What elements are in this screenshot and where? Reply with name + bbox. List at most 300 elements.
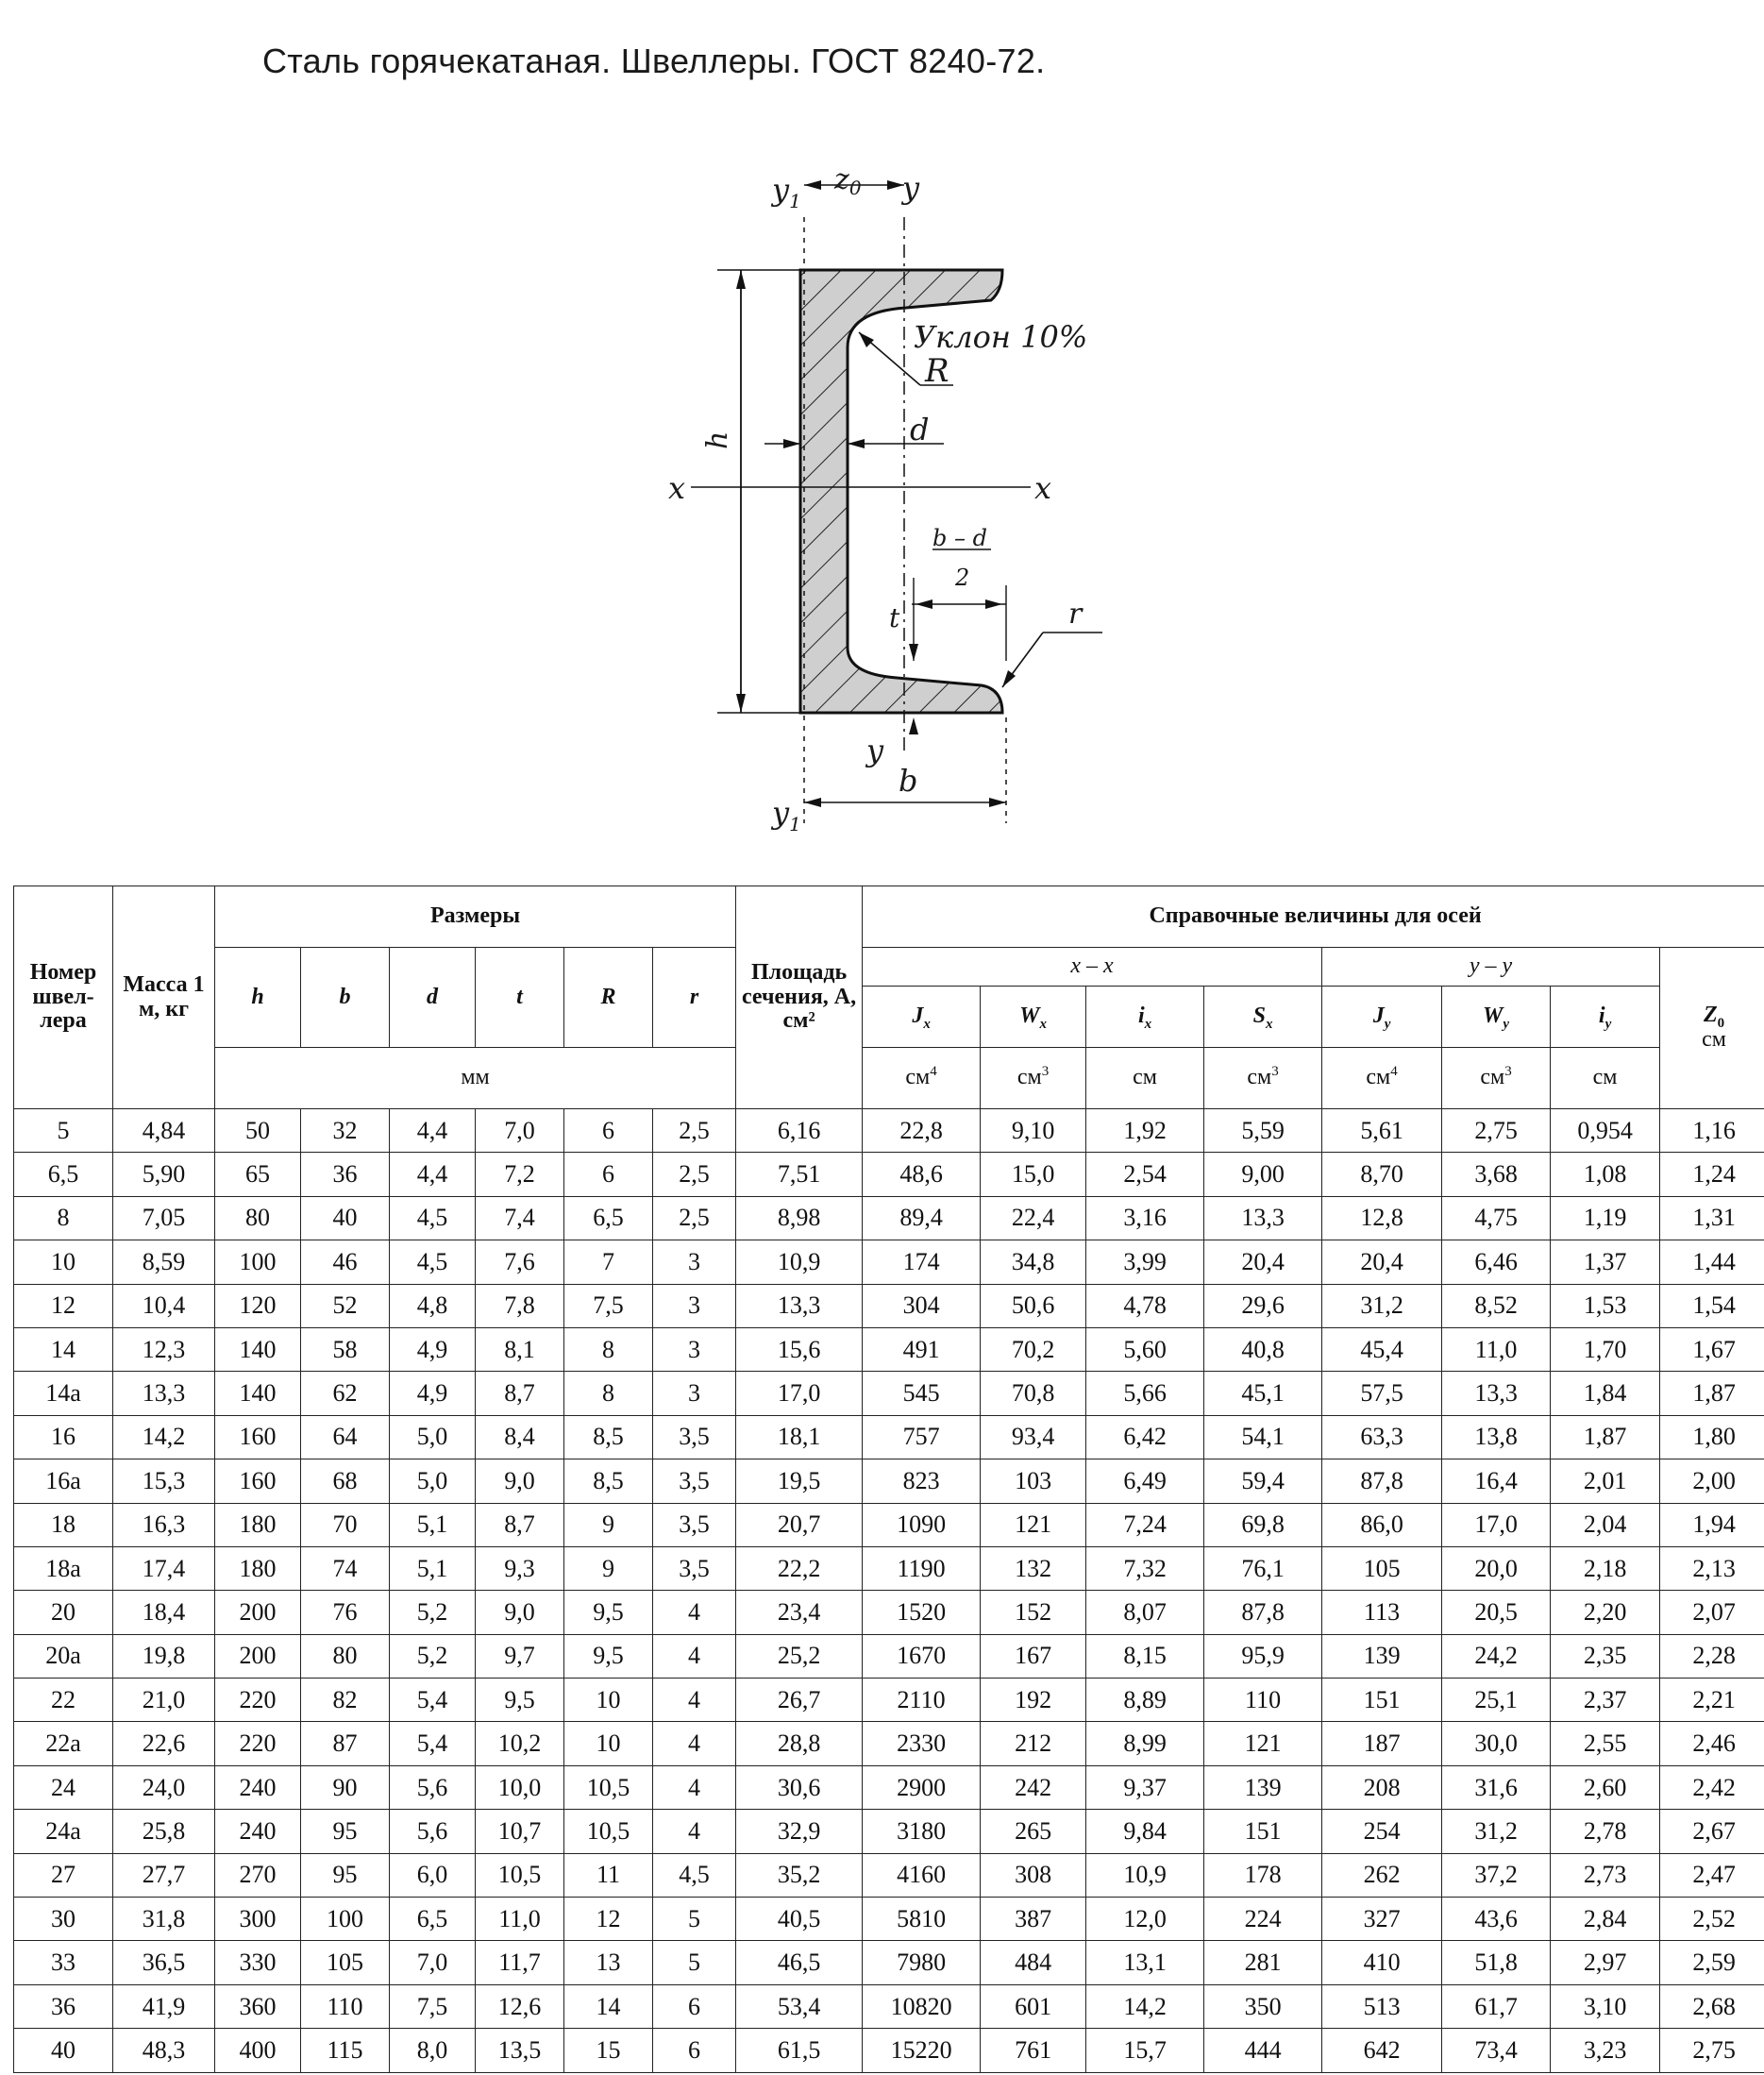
header-number: Номер швел-лера — [14, 886, 113, 1109]
table-cell: 2,67 — [1660, 1810, 1764, 1853]
table-row — [14, 1327, 1764, 1371]
table-cell: 8,4 — [476, 1415, 564, 1459]
table-cell: 86,0 — [1322, 1503, 1442, 1546]
table-cell: 5,2 — [390, 1591, 476, 1634]
table-cell: 32 — [301, 1109, 390, 1153]
table-cell: 160 — [215, 1415, 301, 1459]
table-cell: 48,6 — [863, 1153, 981, 1196]
table-cell: 63,3 — [1322, 1415, 1442, 1459]
label-b: b — [899, 763, 918, 799]
table-cell: 6,16 — [736, 1109, 863, 1153]
table-cell: 103 — [981, 1459, 1086, 1503]
table-cell: 7980 — [863, 1941, 981, 1984]
table-cell: 5,60 — [1086, 1327, 1204, 1371]
table-cell: 5810 — [863, 1898, 981, 1941]
table-cell: 8 — [564, 1372, 653, 1415]
table-cell: 29,6 — [1204, 1284, 1322, 1327]
table-cell: 3,10 — [1551, 1984, 1660, 2028]
table-cell: 1,87 — [1660, 1372, 1764, 1415]
table-cell: 2,00 — [1660, 1459, 1764, 1503]
table-cell: 25,8 — [113, 1810, 215, 1853]
table-cell: 140 — [215, 1327, 301, 1371]
table-cell: 59,4 — [1204, 1459, 1322, 1503]
table-cell: 10,9 — [1086, 1853, 1204, 1897]
table-cell: 6,46 — [1442, 1240, 1551, 1284]
table-cell: 20,0 — [1442, 1546, 1551, 1590]
table-row — [14, 1196, 1764, 1240]
table-cell: 7,32 — [1086, 1546, 1204, 1590]
table-cell: 22а — [14, 1722, 113, 1765]
table-cell: 167 — [981, 1634, 1086, 1678]
table-cell: 7,51 — [736, 1153, 863, 1196]
table-cell: 37,2 — [1442, 1853, 1551, 1897]
table-cell: 70 — [301, 1503, 390, 1546]
table-cell: 9,0 — [476, 1459, 564, 1503]
table-cell: 5,0 — [390, 1415, 476, 1459]
table-cell: 8,07 — [1086, 1591, 1204, 1634]
table-cell: 19,8 — [113, 1634, 215, 1678]
table-body — [14, 1109, 1764, 2073]
table-cell: 224 — [1204, 1898, 1322, 1941]
table-cell: 4,5 — [390, 1196, 476, 1240]
table-row — [14, 1765, 1764, 1809]
table-cell: 10,5 — [476, 1853, 564, 1897]
table-cell: 132 — [981, 1546, 1086, 1590]
header-axis-yy: y – y — [1322, 948, 1660, 987]
table-cell: 30,6 — [736, 1765, 863, 1809]
table-cell: 2,18 — [1551, 1546, 1660, 1590]
table-cell: 2,60 — [1551, 1765, 1660, 1809]
table-cell: 444 — [1204, 2029, 1322, 2072]
table-cell: 24,2 — [1442, 1634, 1551, 1678]
table-cell: 6,5 — [564, 1196, 653, 1240]
table-cell: 7,8 — [476, 1284, 564, 1327]
table-cell: 76 — [301, 1591, 390, 1634]
table-row — [14, 1679, 1764, 1722]
table-cell: 2330 — [863, 1722, 981, 1765]
table-cell: 21,0 — [113, 1679, 215, 1722]
table-cell: 54,1 — [1204, 1415, 1322, 1459]
table-cell: 8,52 — [1442, 1284, 1551, 1327]
table-cell: 1670 — [863, 1634, 981, 1678]
table-cell: 1,16 — [1660, 1109, 1764, 1153]
table-cell: 139 — [1322, 1634, 1442, 1678]
table-cell: 36 — [14, 1984, 113, 2028]
table-cell: 15,6 — [736, 1327, 863, 1371]
table-cell: 7,24 — [1086, 1503, 1204, 1546]
table-cell: 17,4 — [113, 1546, 215, 1590]
table-cell: 14,2 — [113, 1415, 215, 1459]
table-cell: 139 — [1204, 1765, 1322, 1809]
unit-iy: см — [1551, 1048, 1660, 1109]
table-cell: 3 — [653, 1284, 736, 1327]
table-cell: 8,5 — [564, 1415, 653, 1459]
table-cell: 3,5 — [653, 1503, 736, 1546]
table-cell: 15,0 — [981, 1153, 1086, 1196]
table-cell: 187 — [1322, 1722, 1442, 1765]
table-cell: 12 — [14, 1284, 113, 1327]
channel-section-drawing — [0, 0, 1764, 850]
table-cell: 6,0 — [390, 1853, 476, 1897]
table-cell: 10,2 — [476, 1722, 564, 1765]
table-cell: 3,16 — [1086, 1196, 1204, 1240]
label-t: t — [889, 602, 900, 633]
table-cell: 50 — [215, 1109, 301, 1153]
table-cell: 1,37 — [1551, 1240, 1660, 1284]
table-cell: 20,4 — [1204, 1240, 1322, 1284]
table-cell: 32,9 — [736, 1810, 863, 1853]
table-cell: 40,8 — [1204, 1327, 1322, 1371]
table-cell: 2,35 — [1551, 1634, 1660, 1678]
table-cell: 7,5 — [564, 1284, 653, 1327]
table-cell: 15,7 — [1086, 2029, 1204, 2072]
table-cell: 12,0 — [1086, 1898, 1204, 1941]
table-cell: 40 — [301, 1196, 390, 1240]
table-cell: 151 — [1204, 1810, 1322, 1853]
table-cell: 4,84 — [113, 1109, 215, 1153]
table-cell: 2,5 — [653, 1153, 736, 1196]
table-cell: 22 — [14, 1679, 113, 1722]
table-cell: 17,0 — [1442, 1503, 1551, 1546]
table-cell: 1,94 — [1660, 1503, 1764, 1546]
table-cell: 757 — [863, 1415, 981, 1459]
table-cell: 11,0 — [1442, 1327, 1551, 1371]
table-cell: 34,8 — [981, 1240, 1086, 1284]
unit-ix: см — [1086, 1048, 1204, 1109]
table-cell: 8,89 — [1086, 1679, 1204, 1722]
table-cell: 11,7 — [476, 1941, 564, 1984]
table-cell: 2,55 — [1551, 1722, 1660, 1765]
header-z0: $Z_0$ см — [1660, 948, 1764, 1109]
header-d: d — [390, 948, 476, 1048]
table-cell: 2,42 — [1660, 1765, 1764, 1809]
table-cell: 16а — [14, 1459, 113, 1503]
label-frac-num: b – d — [932, 525, 987, 551]
table-cell: 400 — [215, 2029, 301, 2072]
table-cell: 87,8 — [1204, 1591, 1322, 1634]
table-cell: 15,3 — [113, 1459, 215, 1503]
table-cell: 9,00 — [1204, 1153, 1322, 1196]
table-cell: 10,0 — [476, 1765, 564, 1809]
table-cell: 4,5 — [653, 1853, 736, 1897]
table-cell: 12 — [564, 1898, 653, 1941]
table-cell: 57,5 — [1322, 1372, 1442, 1415]
table-cell: 308 — [981, 1853, 1086, 1897]
table-cell: 14 — [564, 1984, 653, 2028]
table-cell: 13,5 — [476, 2029, 564, 2072]
table-cell: 36,5 — [113, 1941, 215, 1984]
table-cell: 8 — [14, 1196, 113, 1240]
label-y-bottom: y — [866, 733, 884, 768]
table-cell: 2,37 — [1551, 1679, 1660, 1722]
label-h: h — [701, 430, 734, 449]
table-cell: 2,75 — [1660, 2029, 1764, 2072]
table-cell: 212 — [981, 1722, 1086, 1765]
table-cell: 15220 — [863, 2029, 981, 2072]
table-cell: 110 — [1204, 1679, 1322, 1722]
table-cell: 5,61 — [1322, 1109, 1442, 1153]
table-cell: 7,0 — [390, 1941, 476, 1984]
table-cell: 4 — [653, 1722, 736, 1765]
table-cell: 36 — [301, 1153, 390, 1196]
table-cell: 5,6 — [390, 1765, 476, 1809]
table-cell: 61,5 — [736, 2029, 863, 2072]
label-d: d — [910, 412, 930, 447]
label-y-top: y — [902, 170, 920, 206]
table-cell: 9 — [564, 1546, 653, 1590]
table-row — [14, 1284, 1764, 1327]
table-cell: 262 — [1322, 1853, 1442, 1897]
table-cell: 9,5 — [476, 1679, 564, 1722]
table-cell: 70,2 — [981, 1327, 1086, 1371]
table-cell: 9,3 — [476, 1546, 564, 1590]
table-cell: 5,6 — [390, 1810, 476, 1853]
header-b: b — [301, 948, 390, 1048]
table-cell: 6 — [653, 2029, 736, 2072]
table-cell: 80 — [215, 1196, 301, 1240]
table-row — [14, 1503, 1764, 1546]
table-cell: 27,7 — [113, 1853, 215, 1897]
table-cell: 9,5 — [564, 1591, 653, 1634]
table-cell: 115 — [301, 2029, 390, 2072]
label-R: R — [925, 352, 949, 390]
table-row — [14, 1722, 1764, 1765]
table-row — [14, 1546, 1764, 1590]
table-cell: 1190 — [863, 1546, 981, 1590]
table-cell: 8,70 — [1322, 1153, 1442, 1196]
table-cell: 3,99 — [1086, 1240, 1204, 1284]
table-cell: 7,4 — [476, 1196, 564, 1240]
table-cell: 242 — [981, 1765, 1086, 1809]
table-cell: 25,1 — [1442, 1679, 1551, 1722]
table-cell: 40,5 — [736, 1898, 863, 1941]
table-cell: 5,59 — [1204, 1109, 1322, 1153]
table-cell: 20а — [14, 1634, 113, 1678]
table-cell: 208 — [1322, 1765, 1442, 1809]
table-cell: 3,5 — [653, 1415, 736, 1459]
table-cell: 3,23 — [1551, 2029, 1660, 2072]
table-cell: 200 — [215, 1634, 301, 1678]
table-cell: 6,5 — [14, 1153, 113, 1196]
table-cell: 70,8 — [981, 1372, 1086, 1415]
table-cell: 40 — [14, 2029, 113, 2072]
table-cell: 31,2 — [1442, 1810, 1551, 1853]
table-cell: 9,10 — [981, 1109, 1086, 1153]
table-cell: 10,4 — [113, 1284, 215, 1327]
table-cell: 3,5 — [653, 1546, 736, 1590]
table-cell: 87,8 — [1322, 1459, 1442, 1503]
table-cell: 360 — [215, 1984, 301, 2028]
header-iy: $i_y$ — [1551, 987, 1660, 1048]
table-cell: 4 — [653, 1634, 736, 1678]
table-cell: 1,87 — [1551, 1415, 1660, 1459]
table-cell: 8,15 — [1086, 1634, 1204, 1678]
table-cell: 48,3 — [113, 2029, 215, 2072]
table-cell: 254 — [1322, 1810, 1442, 1853]
table-cell: 14,2 — [1086, 1984, 1204, 2028]
table-cell: 491 — [863, 1327, 981, 1371]
header-Wy: $W_y$ — [1442, 987, 1551, 1048]
table-cell: 4 — [653, 1810, 736, 1853]
table-cell: 2,97 — [1551, 1941, 1660, 1984]
table-cell: 95 — [301, 1810, 390, 1853]
table-cell: 5,1 — [390, 1503, 476, 1546]
unit-Wy: $см^3$ — [1442, 1048, 1551, 1109]
table-cell: 5,4 — [390, 1679, 476, 1722]
table-cell: 30,0 — [1442, 1722, 1551, 1765]
table-cell: 68 — [301, 1459, 390, 1503]
table-cell: 2,21 — [1660, 1679, 1764, 1722]
table-cell: 76,1 — [1204, 1546, 1322, 1590]
table-cell: 19,5 — [736, 1459, 863, 1503]
table-cell: 12,3 — [113, 1327, 215, 1371]
header-area: Площадь сечения, A, см² — [736, 886, 863, 1109]
table-cell: 761 — [981, 2029, 1086, 2072]
table-cell: 5 — [14, 1109, 113, 1153]
table-cell: 270 — [215, 1853, 301, 1897]
table-cell: 13,3 — [1442, 1372, 1551, 1415]
table-cell: 9 — [564, 1503, 653, 1546]
table-cell: 3 — [653, 1240, 736, 1284]
table-cell: 6,49 — [1086, 1459, 1204, 1503]
table-cell: 25,2 — [736, 1634, 863, 1678]
table-cell: 16 — [14, 1415, 113, 1459]
table-cell: 327 — [1322, 1898, 1442, 1941]
table-cell: 2,07 — [1660, 1591, 1764, 1634]
label-y1-top: $y_1$ — [772, 172, 801, 212]
table-cell: 52 — [301, 1284, 390, 1327]
table-cell: 4,5 — [390, 1240, 476, 1284]
table-cell: 240 — [215, 1810, 301, 1853]
table-cell: 22,6 — [113, 1722, 215, 1765]
table-cell: 64 — [301, 1415, 390, 1459]
table-cell: 13 — [564, 1941, 653, 1984]
table-cell: 73,4 — [1442, 2029, 1551, 2072]
table-cell: 7,6 — [476, 1240, 564, 1284]
table-cell: 1,67 — [1660, 1327, 1764, 1371]
table-cell: 220 — [215, 1679, 301, 1722]
table-cell: 4,4 — [390, 1109, 476, 1153]
table-cell: 13,1 — [1086, 1941, 1204, 1984]
table-cell: 105 — [301, 1941, 390, 1984]
table-cell: 9,0 — [476, 1591, 564, 1634]
table-cell: 87 — [301, 1722, 390, 1765]
table-cell: 46,5 — [736, 1941, 863, 1984]
table-row — [14, 2029, 1764, 2072]
table-cell: 3 — [653, 1327, 736, 1371]
table-cell: 2,68 — [1660, 1984, 1764, 2028]
table-cell: 65 — [215, 1153, 301, 1196]
table-cell: 12,6 — [476, 1984, 564, 2028]
unit-Wx: $см^3$ — [981, 1048, 1086, 1109]
table-cell: 7 — [564, 1240, 653, 1284]
label-x-right: x — [1034, 470, 1052, 506]
table-cell: 4,75 — [1442, 1196, 1551, 1240]
table-cell: 35,2 — [736, 1853, 863, 1897]
table-cell: 387 — [981, 1898, 1086, 1941]
table-cell: 28,8 — [736, 1722, 863, 1765]
table-cell: 4,9 — [390, 1372, 476, 1415]
header-Wx: $W_x$ — [981, 987, 1086, 1048]
table-cell: 120 — [215, 1284, 301, 1327]
header-Jy: $J_y$ — [1322, 987, 1442, 1048]
table-cell: 6,42 — [1086, 1415, 1204, 1459]
table-cell: 51,8 — [1442, 1941, 1551, 1984]
table-cell: 4 — [653, 1679, 736, 1722]
table-cell: 240 — [215, 1765, 301, 1809]
table-cell: 2,20 — [1551, 1591, 1660, 1634]
table-cell: 1,24 — [1660, 1153, 1764, 1196]
table-cell: 24а — [14, 1810, 113, 1853]
header-reference: Справочные величины для осей — [863, 886, 1764, 948]
table-cell: 10,5 — [564, 1765, 653, 1809]
table-cell: 5,0 — [390, 1459, 476, 1503]
table-cell: 41,9 — [113, 1984, 215, 2028]
table-cell: 12,8 — [1322, 1196, 1442, 1240]
table-cell: 180 — [215, 1546, 301, 1590]
table-cell: 4,9 — [390, 1327, 476, 1371]
table-cell: 62 — [301, 1372, 390, 1415]
unit-Jx: $см^4$ — [863, 1048, 981, 1109]
table-cell: 13,8 — [1442, 1415, 1551, 1459]
label-y1-bottom: $y_1$ — [772, 795, 801, 835]
table-cell: 5,66 — [1086, 1372, 1204, 1415]
table-cell: 1,54 — [1660, 1284, 1764, 1327]
table-cell: 13,3 — [1204, 1196, 1322, 1240]
table-cell: 2110 — [863, 1679, 981, 1722]
table-cell: 18,4 — [113, 1591, 215, 1634]
unit-Jy: $см^4$ — [1322, 1048, 1442, 1109]
table-cell: 100 — [301, 1898, 390, 1941]
table-cell: 5,1 — [390, 1546, 476, 1590]
header-R: R — [564, 948, 653, 1048]
table-cell: 1,84 — [1551, 1372, 1660, 1415]
table-cell: 100 — [215, 1240, 301, 1284]
table-cell: 10 — [564, 1722, 653, 1765]
label-z0: $z_0$ — [834, 163, 862, 199]
table-cell: 113 — [1322, 1591, 1442, 1634]
table-cell: 9,7 — [476, 1634, 564, 1678]
table-cell: 8,0 — [390, 2029, 476, 2072]
table-row — [14, 1898, 1764, 1941]
table-cell: 2,47 — [1660, 1853, 1764, 1897]
table-cell: 545 — [863, 1372, 981, 1415]
table-cell: 304 — [863, 1284, 981, 1327]
table-cell: 20 — [14, 1591, 113, 1634]
table-cell: 82 — [301, 1679, 390, 1722]
table-cell: 350 — [1204, 1984, 1322, 2028]
table-cell: 5 — [653, 1941, 736, 1984]
table-cell: 10 — [564, 1679, 653, 1722]
header-ix: $i_x$ — [1086, 987, 1204, 1048]
table-cell: 6,5 — [390, 1898, 476, 1941]
table-cell: 6 — [653, 1984, 736, 2028]
table-row — [14, 1853, 1764, 1897]
table-cell: 14 — [14, 1327, 113, 1371]
table-cell: 5,2 — [390, 1634, 476, 1678]
table-cell: 95 — [301, 1853, 390, 1897]
table-row — [14, 1984, 1764, 2028]
header-dimensions: Размеры — [215, 886, 736, 948]
table-cell: 1,92 — [1086, 1109, 1204, 1153]
label-r: r — [1068, 598, 1083, 631]
table-cell: 90 — [301, 1765, 390, 1809]
table-cell: 8,1 — [476, 1327, 564, 1371]
table-cell: 53,4 — [736, 1984, 863, 2028]
table-cell: 61,7 — [1442, 1984, 1551, 2028]
table-cell: 89,4 — [863, 1196, 981, 1240]
table-cell: 22,4 — [981, 1196, 1086, 1240]
